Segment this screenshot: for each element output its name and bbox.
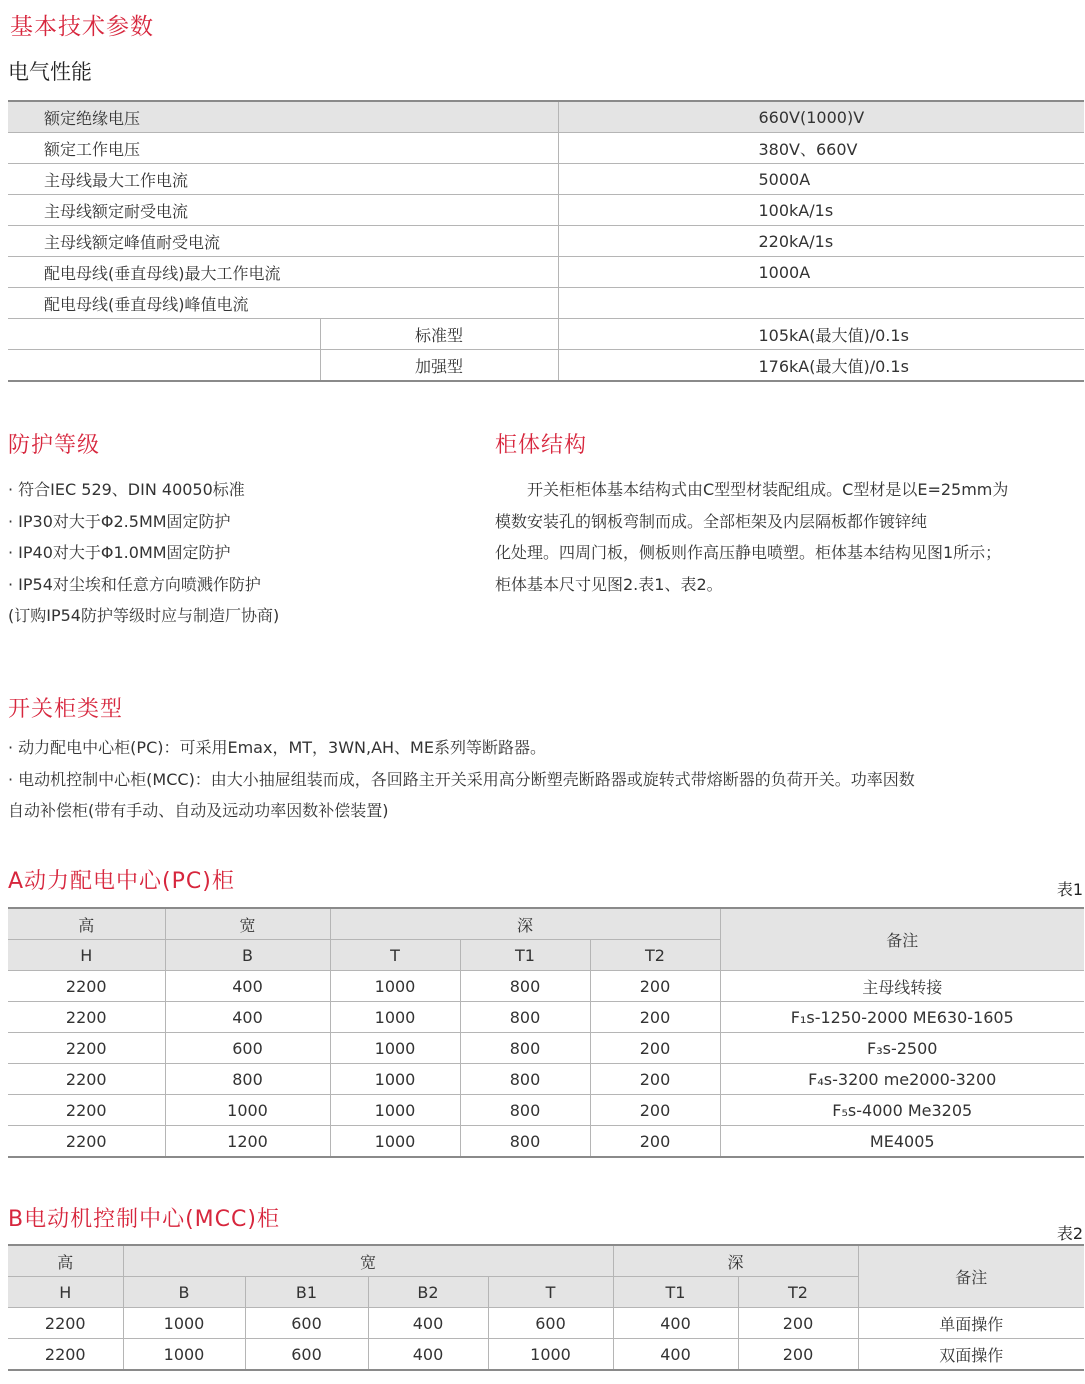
column-header: T	[330, 940, 460, 971]
list-item: · IP40对大于Φ1.0MM固定防护	[8, 543, 231, 562]
param-label: 主母线额定耐受电流	[8, 195, 558, 226]
paragraph-line: 化处理。四周门板，侧板则作高压静电喷塑。柜体基本结构见图1所示；	[495, 543, 1002, 562]
table-cell: 800	[165, 1064, 330, 1095]
table-cell: F₃s-2500	[720, 1033, 1084, 1064]
table-cell: 400	[613, 1308, 738, 1339]
table-cell: 2200	[8, 1126, 165, 1158]
param-label: 额定工作电压	[8, 133, 558, 164]
table-cell: 1000	[123, 1339, 245, 1371]
param-value: 176kA(最大值)/0.1s	[558, 350, 1084, 382]
table-cell: 400	[613, 1339, 738, 1371]
list-item: · IP30对大于Φ2.5MM固定防护	[8, 511, 231, 531]
table-row	[8, 195, 1084, 226]
pc-dimension-table	[8, 907, 1084, 1158]
types-heading: 开关柜类型	[8, 697, 124, 722]
table-row	[8, 1126, 1084, 1158]
table-cell: F₁s-1250-2000 ME630-1605	[720, 1002, 1084, 1033]
table-row	[8, 1339, 1084, 1371]
column-header: T2	[738, 1277, 858, 1308]
table-cell: F₅s-4000 Me3205	[720, 1095, 1084, 1126]
table-cell: F₄s-3200 me2000-3200	[720, 1064, 1084, 1095]
mcc-table-heading: B电动机控制中心(MCC)柜	[8, 1207, 280, 1232]
list-item: · 电动机控制中心柜(MCC)：由大小抽屉组装而成，各回路主开关采用高分断塑壳断路器或旋转式带熔断器的负荷开关。功率因数	[8, 769, 915, 789]
table-row	[8, 101, 1084, 133]
table-cell: 200	[590, 971, 720, 1002]
column-header: H	[8, 940, 165, 971]
column-header: 备注	[858, 1245, 1084, 1308]
param-sub-label: 标准型	[320, 319, 558, 350]
table-cell: 400	[165, 1002, 330, 1033]
param-value: 1000A	[558, 257, 1084, 288]
param-sub-label: 加强型	[320, 350, 558, 382]
table-header-row	[8, 908, 1084, 940]
table-cell: 200	[590, 1095, 720, 1126]
column-header: T1	[613, 1277, 738, 1308]
param-value: 105kA(最大值)/0.1s	[558, 319, 1084, 350]
page-title: 基本技术参数	[10, 14, 154, 40]
table-cell: 1000	[123, 1308, 245, 1339]
table-cell: 1000	[330, 1033, 460, 1064]
list-item: · 符合IEC 529、DIN 40050标准	[8, 480, 245, 499]
table-cell: 800	[460, 1064, 590, 1095]
table-cell: 1000	[330, 1002, 460, 1033]
table-row	[8, 257, 1084, 288]
table-cell: 200	[590, 1064, 720, 1095]
section-subtitle-electrical: 电气性能	[8, 60, 92, 84]
column-header: B1	[245, 1277, 368, 1308]
param-value	[558, 288, 1084, 319]
list-item: · 动力配电中心柜(PC)：可采用Emax，MT，3WN,AH、ME系列等断路器。	[8, 738, 546, 757]
paragraph-line: 开关柜柜体基本结构式由C型型材装配组成。C型材是以E=25mm为	[495, 480, 1009, 499]
table-cell: 200	[738, 1339, 858, 1371]
column-header: 高	[8, 908, 165, 940]
column-header: 深	[613, 1245, 858, 1277]
table-row	[8, 1002, 1084, 1033]
table-row	[8, 226, 1084, 257]
param-label: 配电母线(垂直母线)最大工作电流	[8, 257, 558, 288]
table-cell: 800	[460, 1126, 590, 1158]
paragraph-line: 柜体基本尺寸见图2.表1、表2。	[495, 574, 723, 594]
column-header: B	[165, 940, 330, 971]
table-cell: 2200	[8, 1308, 123, 1339]
table-cell: 1000	[330, 1095, 460, 1126]
table-cell: 2200	[8, 1095, 165, 1126]
table-cell: 2200	[8, 1064, 165, 1095]
table-cell: 800	[460, 1095, 590, 1126]
table-cell: 主母线转接	[720, 971, 1084, 1002]
param-label: 额定绝缘电压	[8, 101, 558, 133]
table-cell: 200	[738, 1308, 858, 1339]
table-cell: ME4005	[720, 1126, 1084, 1158]
column-header: 深	[330, 908, 720, 940]
table-cell: 400	[368, 1339, 488, 1371]
table-cell: 600	[245, 1308, 368, 1339]
table-tag: 表1	[1056, 880, 1083, 899]
table-cell: 1000	[330, 971, 460, 1002]
column-header: B	[123, 1277, 245, 1308]
table-row	[8, 971, 1084, 1002]
table-cell: 1200	[165, 1126, 330, 1158]
param-label: 主母线最大工作电流	[8, 164, 558, 195]
empty-cell	[8, 350, 320, 382]
electrical-performance-table	[8, 100, 1084, 382]
table-cell: 200	[590, 1033, 720, 1064]
param-value: 220kA/1s	[558, 226, 1084, 257]
table-row	[8, 350, 1084, 382]
table-row	[8, 164, 1084, 195]
table-cell: 200	[590, 1002, 720, 1033]
table-row	[8, 133, 1084, 164]
param-value: 5000A	[558, 164, 1084, 195]
param-value: 100kA/1s	[558, 195, 1084, 226]
table-cell: 1000	[330, 1126, 460, 1158]
paragraph-line: 模数安装孔的钢板弯制而成。全部柜架及内层隔板都作镀锌纯	[495, 511, 928, 531]
table-tag: 表2	[1056, 1224, 1083, 1243]
protection-list	[8, 474, 279, 632]
column-header: 宽	[165, 908, 330, 940]
table-row	[8, 1033, 1084, 1064]
table-cell: 1000	[488, 1339, 613, 1371]
table-cell: 2200	[8, 1033, 165, 1064]
mcc-dimension-table	[8, 1244, 1084, 1371]
column-header: T2	[590, 940, 720, 971]
column-header: T	[488, 1277, 613, 1308]
table-header-row	[8, 1245, 1084, 1277]
table-cell: 2200	[8, 1002, 165, 1033]
param-label: 配电母线(垂直母线)峰值电流	[8, 288, 558, 319]
table-cell: 双面操作	[858, 1339, 1084, 1371]
table-row	[8, 1064, 1084, 1095]
structure-paragraph	[495, 474, 1008, 600]
protection-heading: 防护等级	[8, 433, 101, 458]
table-row	[8, 1308, 1084, 1339]
column-header: B2	[368, 1277, 488, 1308]
column-header: 备注	[720, 908, 1084, 971]
table-cell: 2200	[8, 971, 165, 1002]
table-cell: 200	[590, 1126, 720, 1158]
table-row	[8, 319, 1084, 350]
param-value: 660V(1000)V	[558, 101, 1084, 133]
structure-heading: 柜体结构	[495, 433, 588, 458]
table-cell: 800	[460, 1033, 590, 1064]
table-row	[8, 288, 1084, 319]
table-cell: 600	[165, 1033, 330, 1064]
table-cell: 400	[368, 1308, 488, 1339]
list-item: · IP54对尘埃和任意方向喷溅作防护	[8, 574, 261, 594]
param-value: 380V、660V	[558, 133, 1084, 164]
pc-table-heading: A动力配电中心(PC)柜	[8, 869, 235, 894]
column-header: T1	[460, 940, 590, 971]
table-cell: 800	[460, 1002, 590, 1033]
table-cell: 单面操作	[858, 1308, 1084, 1339]
list-item: (订购IP54防护等级时应与制造厂协商)	[8, 606, 280, 625]
empty-cell	[8, 319, 320, 350]
param-label: 主母线额定峰值耐受电流	[8, 226, 558, 257]
column-header: 高	[8, 1245, 123, 1277]
column-header: 宽	[123, 1245, 613, 1277]
table-cell: 800	[460, 971, 590, 1002]
table-cell: 600	[245, 1339, 368, 1371]
table-cell: 1000	[330, 1064, 460, 1095]
table-cell: 2200	[8, 1339, 123, 1371]
types-list	[8, 732, 915, 827]
table-row	[8, 1095, 1084, 1126]
list-item: 自动补偿柜(带有手动、自动及远动功率因数补偿装置)	[8, 801, 389, 820]
table-cell: 600	[488, 1308, 613, 1339]
table-cell: 400	[165, 971, 330, 1002]
column-header: H	[8, 1277, 123, 1308]
table-cell: 1000	[165, 1095, 330, 1126]
